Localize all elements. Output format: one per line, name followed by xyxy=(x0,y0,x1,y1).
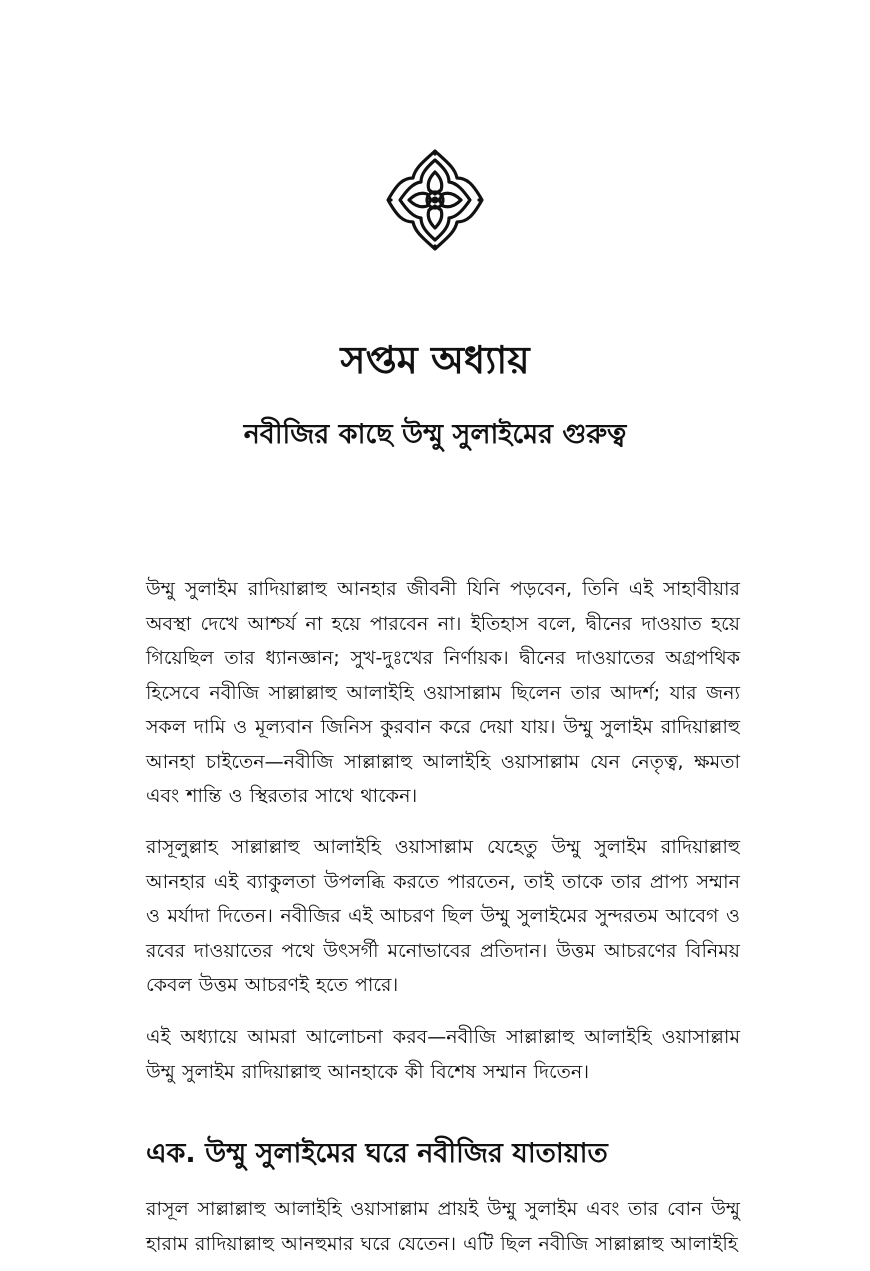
chapter-subtitle: নবীজির কাছে উম্মু সুলাইমের গুরুত্ব xyxy=(243,419,627,450)
floral-ornament-icon xyxy=(385,148,485,252)
section-paragraph: রাসূল সাল্লাল্লাহু আলাইহি ওয়াসাল্লাম প্রায়ই উম্মু সুলাইম এবং তার বোন উম্মু হারাম রাদিয়াল্লাহু আনহুমার ঘরে যেতেন। এটি ছিল নবীজি সাল্লাল্লাহু আলাইহি xyxy=(146,1198,740,1255)
intro-paragraph-3: এই অধ্যায়ে আমরা আলোচনা করব—নবীজি সাল্লাল্লাহু আলাইহি ওয়াসাল্লাম উম্মু সুলাইম রাদিয়াল্লাহু আনহাকে কী বিশেষ সম্মান দিতেন। xyxy=(146,1026,740,1083)
chapter-title: সপ্তম অধ্যায় xyxy=(340,338,530,382)
intro-paragraph-1: উম্মু সুলাইম রাদিয়াল্লাহু আনহার জীবনী যিনি পড়বেন, তিনি এই সাহাবীয়ার অবস্থা দেখে আশ্চর্য না হয়ে পারবেন না। ইতিহাস বলে, দ্বীনের দাওয়াত হয়ে গিয়েছিল তার ধ্যানজ্ঞান; সুখ-দুঃখের নির্ণায়ক। দ্বীনের দাওয়াতের অগ্রপথিক হিসেবে নবীজি সাল্লাল্লাহু আলাইহি ওয়াসাল্লাম ছিলেন তার আদর্শ; যার জন্য সকল দামি ও মূল্যবান জিনিস কুরবান করে দেয়া যায়। উম্মু সুলাইম রাদিয়াল্লাহু আনহা চাইতেন—নবীজি সাল্লাল্লাহু আলাইহি ওয়াসাল্লাম যেন নেতৃত্ব, ক্ষমতা এবং শান্তি ও স্থিরতার সাথে থাকেন। xyxy=(146,578,740,807)
section-heading: এক. উম্মু সুলাইমের ঘরে নবীজির যাতায়াত xyxy=(146,1138,608,1169)
intro-paragraph-2: রাসূলুল্লাহ সাল্লাল্লাহু আলাইহি ওয়াসাল্লাম যেহেতু উম্মু সুলাইম রাদিয়াল্লাহু আনহার এই ব্যাকুলতা উপলব্ধি করতে পারতেন, তাই তাকে তার প্রাপ্য সম্মান ও মর্যাদা দিতেন। নবীজির এই আচরণ ছিল উম্মু সুলাইমের সুন্দরতম আবেগ ও রবের দাওয়াতের পথে উৎসর্গী মনোভাবের প্রতিদান। উত্তম আচরণের বিনিময় কেবল উত্তম আচরণই হতে পারে। xyxy=(146,836,740,996)
